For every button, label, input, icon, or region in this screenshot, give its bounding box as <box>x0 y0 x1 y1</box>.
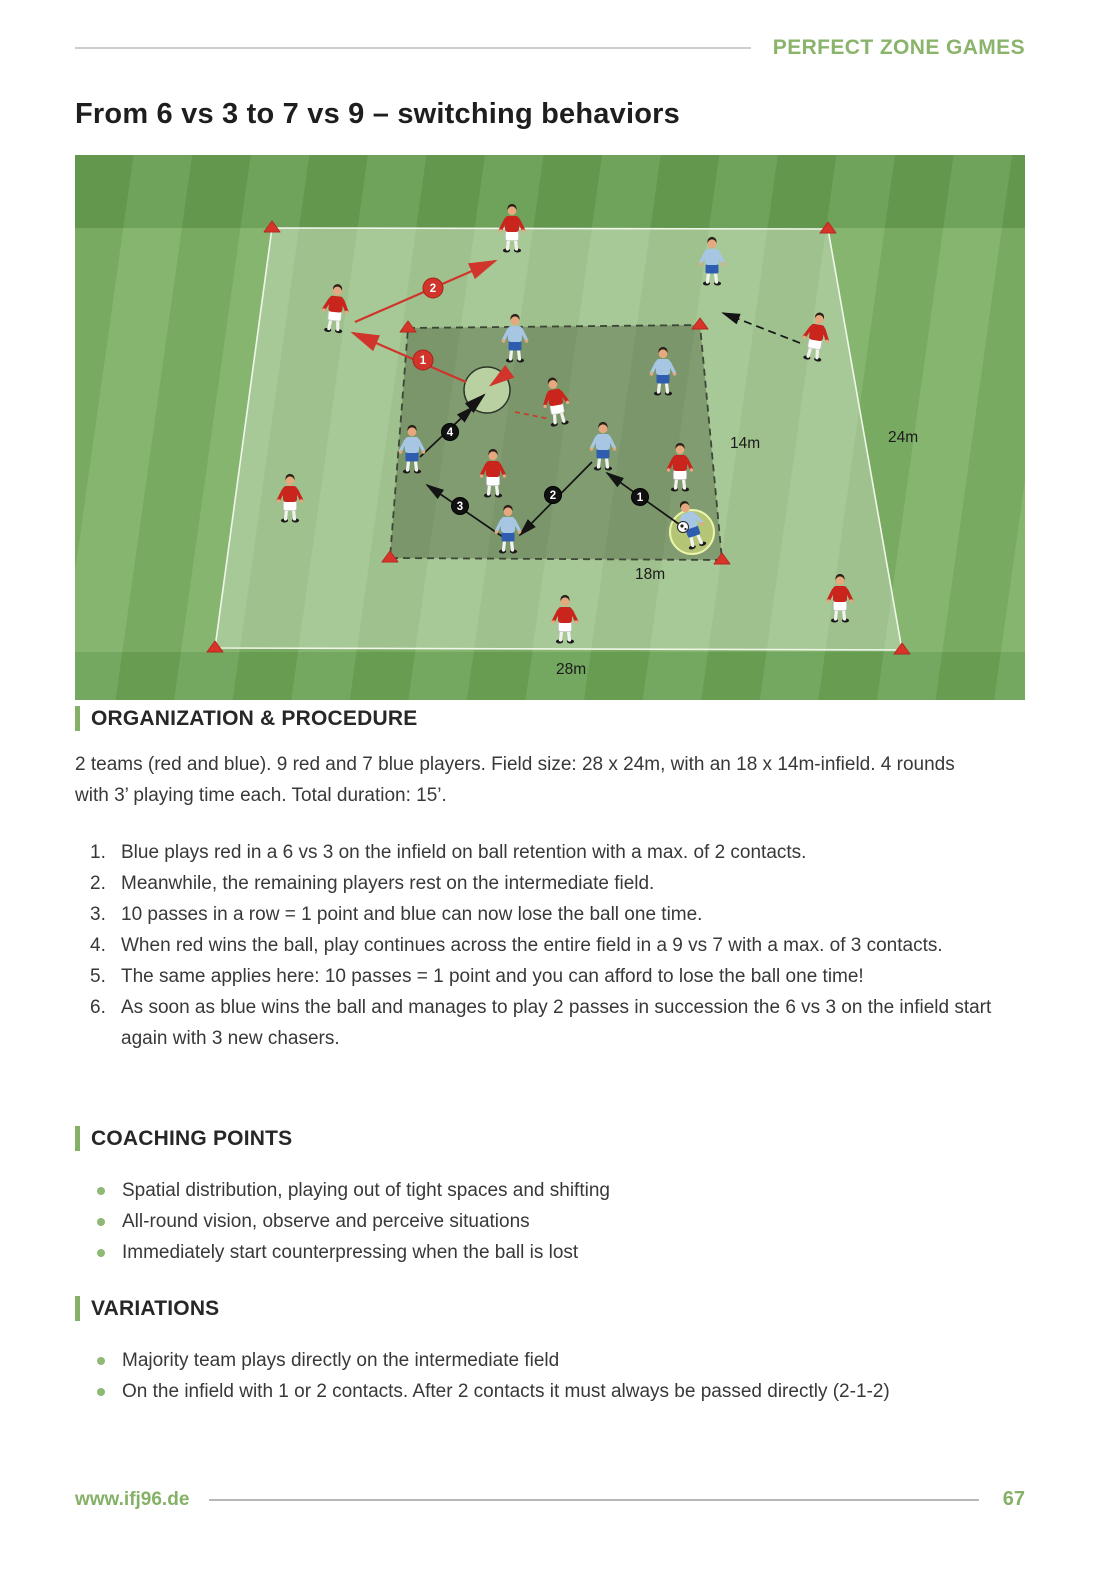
drill-diagram <box>75 155 1025 700</box>
footer-url[interactable]: www.ifj96.de <box>75 1488 190 1510</box>
variations-heading <box>75 1296 1025 1321</box>
red-number-badge-number: 2 <box>429 283 437 295</box>
organization-heading-label: ORGANIZATION & PROCEDURE <box>91 706 418 730</box>
procedure-steps <box>75 837 1025 1054</box>
organization-heading <box>75 706 1025 731</box>
dimension-label: 14m <box>730 435 761 452</box>
organization-section <box>75 706 1025 1054</box>
coaching-heading-label: COACHING POINTS <box>91 1126 293 1150</box>
header-rule <box>75 47 751 49</box>
coaching-section <box>75 1126 1025 1268</box>
section-accent-bar <box>75 1296 80 1321</box>
procedure-step: When red wins the ball, play continues across the entire field in a 9 vs 7 with a max. of 3 contacts. <box>121 935 943 956</box>
soccer-ball-patch <box>684 528 686 530</box>
procedure-step: Blue plays red in a 6 vs 3 on the infield on ball retention with a max. of 2 contacts. <box>121 842 807 863</box>
variations-heading-label: VARIATIONS <box>91 1296 220 1320</box>
coaching-point: Spatial distribution, playing out of tight spaces and shifting <box>122 1175 1025 1206</box>
procedure-step: The same applies here: 10 passes = 1 point and you can afford to lose the ball one time! <box>121 966 864 987</box>
pass-number-badge-number: 4 <box>446 427 454 439</box>
transition-magnifier <box>464 367 510 413</box>
dimension-label: 18m <box>635 566 666 583</box>
coaching-heading <box>75 1126 1025 1151</box>
coaching-point: All-round vision, observe and perceive situations <box>122 1206 1025 1237</box>
section-accent-bar <box>75 706 80 731</box>
coaching-points <box>75 1175 1025 1268</box>
grass-top-shade <box>75 155 1025 228</box>
organization-intro: 2 teams (red and blue). 9 red and 7 blue players. Field size: 28 x 24m, with an 18 x 14m-infield. 4 rounds with 3’ playing time each. Total duration: 15’. <box>75 754 955 806</box>
section-accent-bar <box>75 1126 80 1151</box>
red-number-badge-number: 1 <box>419 355 427 367</box>
coaching-point: Immediately start counterpressing when the ball is lost <box>122 1237 1025 1268</box>
page-header <box>75 36 1025 60</box>
page-number: 67 <box>1002 1488 1025 1510</box>
pass-number-badge-number: 2 <box>549 490 557 502</box>
variation-item: Majority team plays directly on the intermediate field <box>122 1345 1025 1376</box>
page-footer <box>75 1488 1025 1511</box>
footer-rule <box>209 1499 978 1501</box>
procedure-step: Meanwhile, the remaining players rest on the intermediate field. <box>121 873 655 894</box>
soccer-ball-patch <box>680 524 683 527</box>
dimension-label: 28m <box>556 661 587 678</box>
grass-bottom-shade <box>75 652 1025 700</box>
page-title: From 6 vs 3 to 7 vs 9 – switching behaviors <box>75 98 680 130</box>
field-diagram-svg <box>75 155 1025 700</box>
variation-item: On the infield with 1 or 2 contacts. After 2 contacts it must always be passed directly (2-1-2) <box>122 1376 1025 1407</box>
pass-number-badge-number: 1 <box>636 492 644 504</box>
pass-number-badge-number: 3 <box>456 501 464 513</box>
procedure-step: As soon as blue wins the ball and manages to play 2 passes in succession the 6 vs 3 on the infield start again with 3 new chasers. <box>121 997 992 1049</box>
variation-items <box>75 1345 1025 1407</box>
dimension-label: 24m <box>888 429 919 446</box>
procedure-step: 10 passes in a row = 1 point and blue can now lose the ball one time. <box>121 904 703 925</box>
chapter-label: PERFECT ZONE GAMES <box>772 36 1025 59</box>
variations-section <box>75 1296 1025 1407</box>
